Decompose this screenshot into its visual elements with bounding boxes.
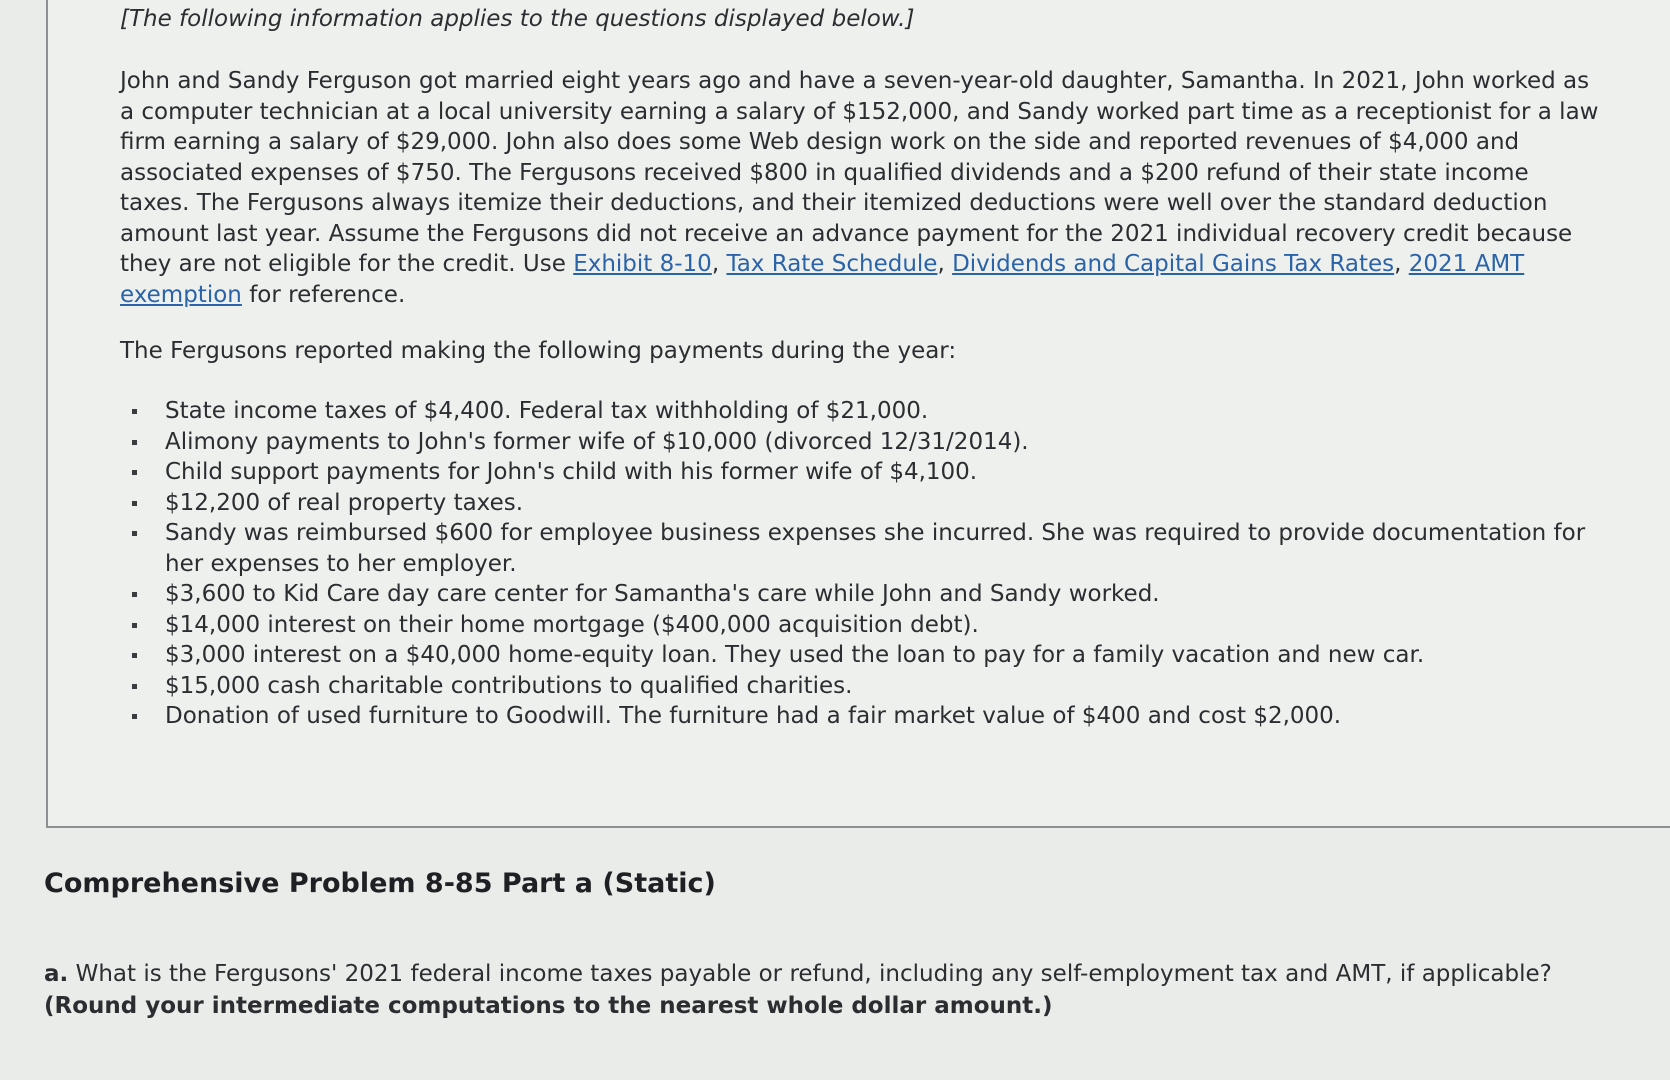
scenario-text: John and Sandy Ferguson got married eight years ago and have a seven-year-old daughter, Samantha. In 2021, John worked as a computer technician at a local university earning a salary of $152,000, and Sandy worked part time as a receptionist for a law firm earning a salary of $29,000. John also does some Web design work on the side and reported revenues of $4,000 and associated expenses of $750. The Fergusons received $800 in qualified dividends and a $200 refund of their state income taxes. The Fergusons always itemize their deductions, and their itemized deductions were well over the standard deduction amount last year. Assume the Fergusons did not receive an advance payment for the 2021 individual recovery credit because they are not eligible for the credit. Use	[120, 68, 1599, 277]
list-item: State income taxes of $4,400. Federal tax withholding of $21,000.	[120, 396, 1600, 427]
exhibit-8-10-link[interactable]: Exhibit 8-10	[573, 251, 712, 277]
bullet-icon	[132, 501, 137, 506]
problem-title: Comprehensive Problem 8-85 Part a (Static)	[44, 868, 716, 899]
tax-rate-schedule-link[interactable]: Tax Rate Schedule	[726, 251, 938, 277]
payments-intro: The Fergusons reported making the following payments during the year:	[120, 338, 957, 364]
intro-note: [The following information applies to the questions displayed below.]	[120, 6, 915, 32]
list-item: Donation of used furniture to Goodwill. The furniture had a fair market value of $400 and cost $2,000.	[120, 701, 1600, 732]
bullet-icon	[132, 592, 137, 597]
scenario-paragraph: John and Sandy Ferguson got married eight years ago and have a seven-year-old daughter, Samantha. In 2021, John worked as a computer technician at a local university earning a salary of $152,000, and Sandy worked part time as a receptionist for a law firm earning a salary of $29,000. John also does some Web design work on the side and reported revenues of $4,000 and associated expenses of $750. The Fergusons received $800 in qualified dividends and a $200 refund of their state income taxes. The Fergusons always itemize their deductions, and their itemized deductions were well over the standard deduction amount last year. Assume the Fergusons did not receive an advance payment for the 2021 individual recovery credit because they are not eligible for the credit. Use Exhibit 8-10, Tax Rate Schedule, Dividends and Capital Gains Tax Rates, 2021 AMT exemption for reference.	[120, 68, 1599, 308]
question-a	[44, 958, 1654, 1022]
bullet-icon	[132, 684, 137, 689]
list-item: $3,000 interest on a $40,000 home-equity loan. They used the loan to pay for a family vacation and new car.	[120, 640, 1600, 671]
payments-list	[120, 396, 1600, 732]
list-item: Child support payments for John's child with his former wife of $4,100.	[120, 457, 1600, 488]
question-letter: a.	[44, 961, 69, 987]
dividends-capital-gains-link[interactable]: Dividends and Capital Gains Tax Rates	[952, 251, 1395, 277]
list-item: Alimony payments to John's former wife of $10,000 (divorced 12/31/2014).	[120, 427, 1600, 458]
bullet-icon	[132, 623, 137, 628]
list-item: $3,600 to Kid Care day care center for Samantha's care while John and Sandy worked.	[120, 579, 1600, 610]
bullet-icon	[132, 440, 137, 445]
bullet-icon	[132, 531, 137, 536]
list-item: $15,000 cash charitable contributions to qualified charities.	[120, 671, 1600, 702]
bullet-icon	[132, 470, 137, 475]
list-item: $14,000 interest on their home mortgage ($400,000 acquisition debt).	[120, 610, 1600, 641]
amt-exemption-link[interactable]: 2021 AMT exemption	[120, 251, 1525, 308]
list-item: $12,200 of real property taxes.	[120, 488, 1600, 519]
question-text: What is the Fergusons' 2021 federal income taxes payable or refund, including any self-employment tax and AMT, if applicable?	[75, 961, 1552, 987]
bullet-icon	[132, 714, 137, 719]
question-instruction: (Round your intermediate computations to the nearest whole dollar amount.)	[44, 993, 1053, 1019]
bullet-icon	[132, 409, 137, 414]
list-item: Sandy was reimbursed $600 for employee business expenses she incurred. She was required to provide documentation for her expenses to her employer.	[120, 518, 1600, 579]
bullet-icon	[132, 653, 137, 658]
scenario-suffix: for reference.	[249, 281, 406, 308]
